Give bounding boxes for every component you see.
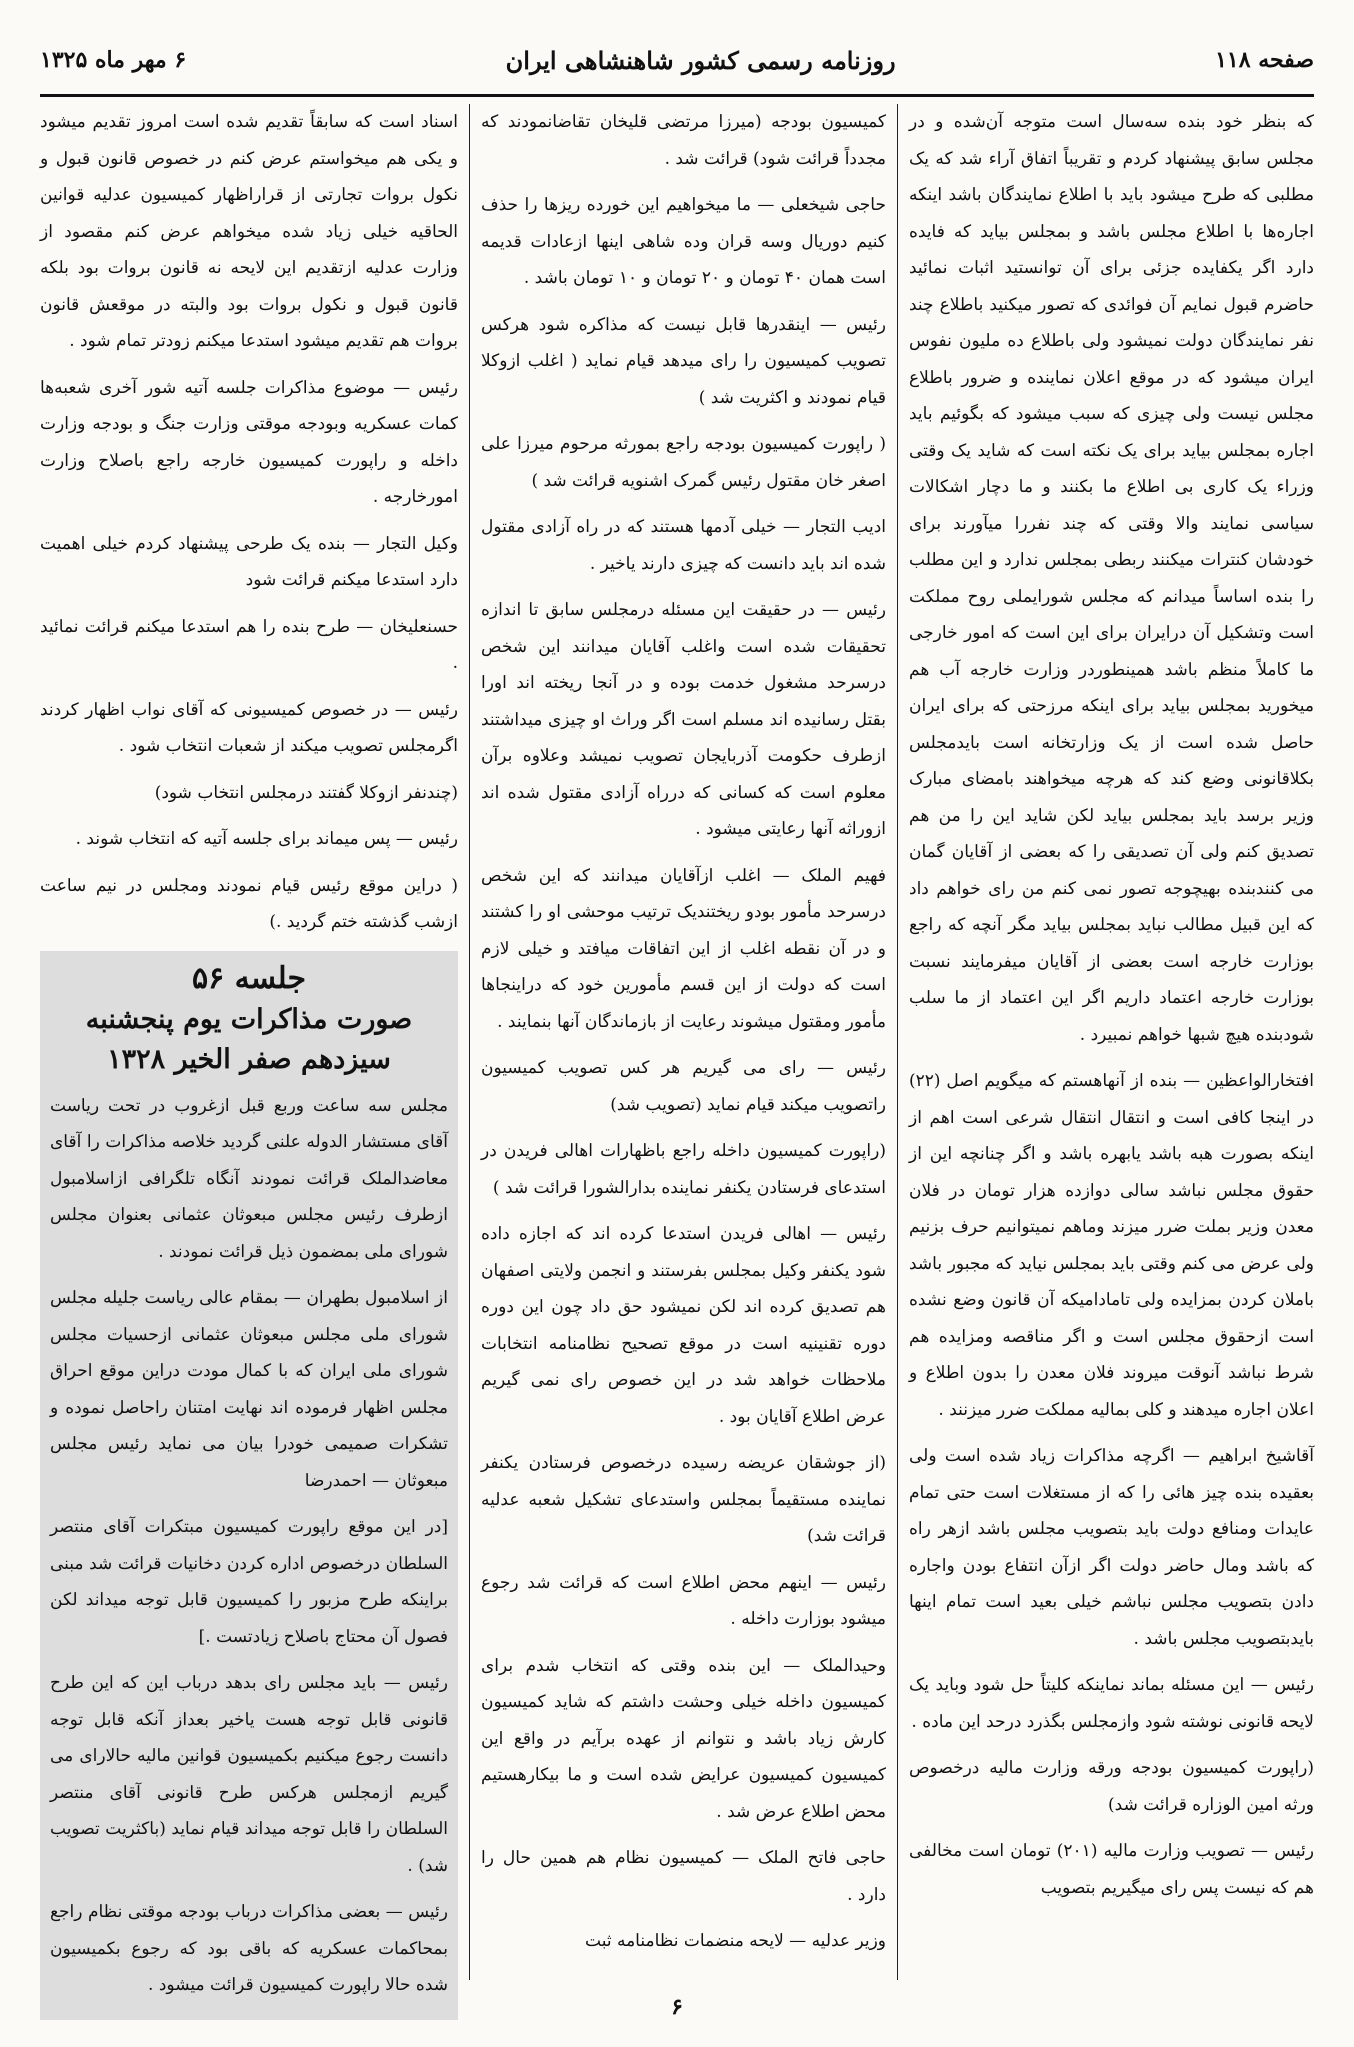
paragraph: رئیس — در حقیقت این مسئله درمجلس سابق تا اندازه تحقیقات شده است واغلب آقایان میدانند این شخص درسرحد مشغول خدمت بوده و در آنجا ریخته اند اورا بقتل رسانیده اند مسلم است اگر وراث او چیزی میداشتند ازطرف حکومت آذربایجان تصویب نمیشد وعلاوه برآن معلوم است که کسانی که درراه آزادی مقتول شده اند ازوراثه آنها رعایتی میشود .	[481, 600, 886, 839]
paragraph: رئیس — اینهم محض اطلاع است که قرائت شد رجوع میشود بوزارت داخله .	[481, 1572, 886, 1629]
paragraph: افتخارالواعظین — بنده از آنهاهستم که میگویم اصل (۲۲) در اینجا کافی است و انتقال انتقال شرعی است اهم از اینکه بصورت هبه باشد یابهره باشد و اگر چنانچه این از حقوق مجلس نباشد سالی دوازده هزار تومان در فلان معدن وزیر بملت ضرر میزند وماهم نمیتوانیم حرف بزنیم ولی عرض می کنم وقتی باید بمجلس نیاید که مجبور باشد باملان کردن بمزایده ولی تامادامیکه آن قانون وضع نشده است ازحقوق مجلس است و اگر مناقصه ومزایده هم شرط نباشد آنوقت میروند فلان معدن را بدون اطلاع و اعلان اجاره میدهند و کلی بمالیه مملکت ضرر میزنند .	[909, 1071, 1314, 1420]
paragraph: (راپورت کمیسیون داخله راجع باظهارات اهالی فریدن در استدعای فرستادن یکنفر نماینده بدارالشورا قرائت شد )	[481, 1141, 886, 1198]
paragraph: مجلس سه ساعت وربع قبل ازغروب در تحت ریاست آقای مستشار الدوله علنی گردید خلاصه مذاکرات را آقای معاضدالملک قرائت نمودند آنگاه تلگرافی ازاسلامبول ازطرف رئیس مجلس مبعوثان عثمانی بعنوان مجلس شورای ملی بمضمون ذیل قرائت نمودند .	[50, 1095, 448, 1262]
page-header	[40, 30, 1314, 90]
column-middle	[481, 104, 886, 1980]
newspaper-title: روزنامه رسمی کشور شاهنشاهی ایران	[505, 45, 896, 75]
paragraph: آقاشیخ ابراهیم — اگرچه مذاکرات زیاد شده است ولی بعقیده بنده چیز هائی را که از مستغلات است حتی تمام عایدات ومنافع دولت باید بتصویب مجلس باشد ازهر راه که باشد ومال حاضر دولت اگر ازآن انتفاع بودن واجاره دادن بتصویب مجلس نباشم خیلی بعید است تمام اینها بایدبتصویب مجلس باشد .	[909, 1446, 1314, 1649]
paragraph: رئیس — تصویب وزارت مالیه (۲۰۱) تومان است مخالفی هم که نیست پس رای میگیریم بتصویب	[909, 1841, 1315, 1898]
paragraph: حاجی فاتح الملک — کمیسیون نظام هم همین حال را دارد .	[481, 1848, 886, 1905]
paragraph: (از جوشقان عریضه رسیده درخصوص فرستادن یکنفر نماینده مستقیماً بمجلس واستدعای تشکیل شعبه عدلیه قرائت شد)	[481, 1453, 886, 1546]
paragraph: (راپورت کمیسیون بودجه ورقه وزارت مالیه درخصوص ورثه امین الوزاره قرائت شد)	[909, 1758, 1314, 1815]
column-divider	[469, 104, 470, 1980]
paragraph: کمیسیون بودجه (میرزا مرتضی قلیخان تقاضانمودند که مجدداً قرائت شود) قرائت شد .	[481, 112, 886, 169]
paragraph: رئیس — در خصوص کمیسیونی که آقای نواب اظهار کردند اگرمجلس تصویب میکند از شعبات انتخاب شود .	[40, 699, 458, 756]
paragraph: رئیس — باید مجلس رای بدهد درباب این که این طرح قانونی قابل توجه هست یاخیر بعداز آنکه قابل توجه دانست رجوع میکنیم بکمیسیون قوانین مالیه حالارای می گیریم ازمجلس هرکس طرح قانونی آقای منتصر السلطان را قابل توجه میداند قیام نماید (باکثریت تصویب شد) .	[50, 1673, 448, 1876]
paragraph: اسناد است که سابقاً تقدیم شده است امروز تقدیم میشود و یکی هم میخواستم عرض کنم در خصوص قانون قبول و نکول بروات تجارتی از قراراظهار کمیسیون عدلیه قوانین الحاقیه خیلی زیاد شده میخواهم عرض کنم مقصود از وزارت عدلیه ازتقدیم این لایحه نه قانون بروات بود بلکه قانون قبول و نکول بروات بود والبته در موقعش قانون بروات هم تقدیم میشود استدعا میکنم زودتر تمام شود .	[40, 112, 458, 351]
paragraph: رئیس — موضوع مذاکرات جلسه آتیه شور آخری شعبه‌ها کمات عسکریه وبودجه موقتی وزارت جنگ و بودجه وزارت داخله و راپورت کمیسیون خارجه راجع باصلاح وزارت امورخارجه .	[40, 377, 458, 507]
paragraph: از اسلامبول بطهران — بمقام عالی ریاست جلیله مجلس شورای ملی مجلس مبعوثان عثمانی ازحسیات مجلس شورای ملی ایران که با کمال مودت دراین موقع احراق مجلس اظهار فرموده اند نهایت امتنان راحاصل نموده و تشکرات صمیمی خودرا بیان می نماید رئیس مجلس مبعوثان — احمدرضا	[50, 1288, 448, 1491]
paragraph: وحیدالملک — این بنده وقتی که انتخاب شدم برای کمیسیون داخله خیلی وحشت داشتم که شاید کمیسیون کارش زیاد باشد و نتوانم از عهده برآیم در واقع این کمیسیون کمیسیون عرایض شده است و ما بیکارهستیم محض اطلاع عرض شد .	[481, 1655, 886, 1822]
session-section	[40, 951, 458, 2020]
header-rule	[40, 94, 1314, 97]
paragraph: رئیس — اهالی فریدن استدعا کرده اند که اجازه داده شود یکنفر وکیل بمجلس بفرستند و انجمن ولایتی اصفهان هم تصدیق کرده اند لکن نمیشود حق داد چون این دوره دوره تقنینیه است در موقع تصحیح نظامنامه انتخابات ملاحظات خواهد شد در این خصوص رای نمی گیریم عرض اطلاع آقایان بود .	[481, 1224, 886, 1427]
newspaper-page	[40, 30, 1314, 2020]
page-label: صفحه ۱۱۸	[1215, 47, 1314, 73]
paragraph: ( دراین موقع رئیس قیام نمودند ومجلس در نیم ساعت ازشب گذشته ختم گردید .)	[40, 875, 458, 932]
session-number: جلسه ۵۶	[191, 960, 306, 996]
paragraph: که بنظر خود بنده سه‌سال است متوجه آن‌شده و در مجلس سابق پیشنهاد کردم و تقریباً اتفاق آراء شد که یک مطلبی که طرح میشود باید با اطلاع نمایندگان باشد اینکه اجاره‌ها با اطلاع مجلس باشد و بمجلس بیاید که فایده دارد اگر یکفایده جزئی برای آن توانستید اثبات نمائید حاضرم قبول نمایم آن فوائدی که تصور میکنید باطلاع چند نفر نمایندگان دولت نمیشود ولی باطلاع ده ملیون نفوس ایران میشود که در موقع اعلان نماینده و ضرور باطلاع مجلس نیست ولی چیزی که سبب میشود که بگوئیم باید اجاره بمجلس بیاید برای یک نکته است که شاید یک وقتی وزراء یک کاری بی اطلاع ما بکنند و ما دچار اشکالات سیاسی نمایند والا وقتی که چند نفررا میآورند برای خودشان کنترات میکنند ربطی بمجلس ندارد و این مطلب را بنده اساساً میدانم که مجلس شورایملی روح مملکت است وتشکیل آن درایران برای این است که امور خارجی ما کاملاً منظم باشد همینطوردر وزارت خارجه آب هم میخورید بمجلس بیاید برای اینکه مرزحتی که برای ایران حاصل شده است از یک وزارتخانه است بایدمجلس بکلاقانونی وضع کند که هرچه میخواهند بامضای مبارک وزیر برسد باید بمجلس بیاید لکن شاید این را من هم تصدیق کنم ولی آن تصدیقی را که بعضی از آقایان گمان می کنندبنده بهیچوجه تصور نمی کنم من رای خواهم داد که این قبیل مطالب نباید بمجلس بیاید مگر آنچه که راجع بوزارت خارجه است بعضی از آقایان میفرمایند نسبت بوزارت خارجه اعتماد داریم اگر این اعتماد از ما سلب شودبنده هیچ شبها خواهم نمبیرد .	[909, 112, 1314, 1045]
paragraph: (چندنفر ازوکلا گفتند درمجلس انتخاب شود)	[154, 782, 458, 803]
column-right	[909, 104, 1314, 1980]
paragraph: وکیل التجار — بنده یک طرحی پیشنهاد کردم خیلی اهمیت دارد استدعا میکنم قرائت شود	[40, 533, 458, 590]
paragraph: رئیس — بعضی مذاکرات درباب بودجه موقتی نظام راجع بمحاکمات عسکریه که باقی بود که رجوع بکمیسیون شده حالا راپورت کمیسیون قرائت میشود .	[50, 1902, 448, 1995]
paragraph: رئیس — این مسئله بماند نماینکه کلیتاً حل شود وباید یک لایحه قانونی نوشته شود وازمجلس بگذرد درحد این ماده .	[909, 1675, 1314, 1732]
issue-date: ۶ مهر ماه ۱۳۲۵	[40, 47, 187, 73]
page-number: ۶	[671, 1994, 683, 2020]
paragraph: فهیم الملک — اغلب ازآقایان میدانند که این شخص درسرحد مأمور بودو ریختندیک ترتیب موحشی او را کشتند و در آن نقطه اغلب از این اتفاقات میافتد و خیلی لازم است که دولت از این قسم مأمورین خود که دراینجاها مأمور ومقتول میشوند رعایت از بازماندگان آنها بنمایند .	[481, 865, 886, 1032]
paragraph: ادیب التجار — خیلی آدمها هستند که در راه آزادی مقتول شده اند باید دانست که چیزی دارند یاخیر .	[481, 517, 886, 574]
paragraph: [در این موقع راپورت کمیسیون مبتکرات آقای منتصر السلطان درخصوص اداره کردن دخانیات قرائت شد مبنی براینکه طرح مزبور را کمیسیون قابل توجه میداند لکن فصول آن محتاج باصلاح زیادتست .]	[50, 1517, 448, 1647]
column-divider	[897, 104, 898, 1980]
paragraph: حاجی شیخعلی — ما میخواهیم این خورده ریزها را حذف کنیم دوریال وسه قران وده شاهی اینها ازعادات قدیمه است همان ۴۰ تومان و ۲۰ تومان و ۱۰ تومان باشد .	[481, 195, 886, 288]
paragraph: حسنعلیخان — طرح بنده را هم استدعا میکنم قرائت نمائید .	[40, 616, 458, 673]
column-left	[40, 104, 458, 1995]
paragraph: رئیس — اینقدرها قابل نیست که مذاکره شود هرکس تصویب کمیسیون را رای میدهد قیام نماید ( اغلب ازوکلا قیام نمودند و اکثریت شد )	[481, 314, 886, 408]
session-heading: صورت مذاکرات یوم پنجشنبه سیزدهم صفر الخیر ۱۳۲۸	[85, 1003, 413, 1075]
paragraph: رئیس — رای می گیریم هر کس تصویب کمیسیون راتصویب میکند قیام نماید (تصویب شد)	[481, 1058, 886, 1115]
paragraph: ( راپورت کمیسیون بودجه راجع بمورثه مرحوم میرزا علی اصغر خان مقتول رئیس گمرک اشنویه قرائت شد )	[481, 434, 886, 491]
paragraph: وزیر عدلیه — لایحه منضمات نظامنامه ثبت	[585, 1931, 886, 1951]
paragraph: رئیس — پس میماند برای جلسه آتیه که انتخاب شوند .	[75, 829, 458, 849]
